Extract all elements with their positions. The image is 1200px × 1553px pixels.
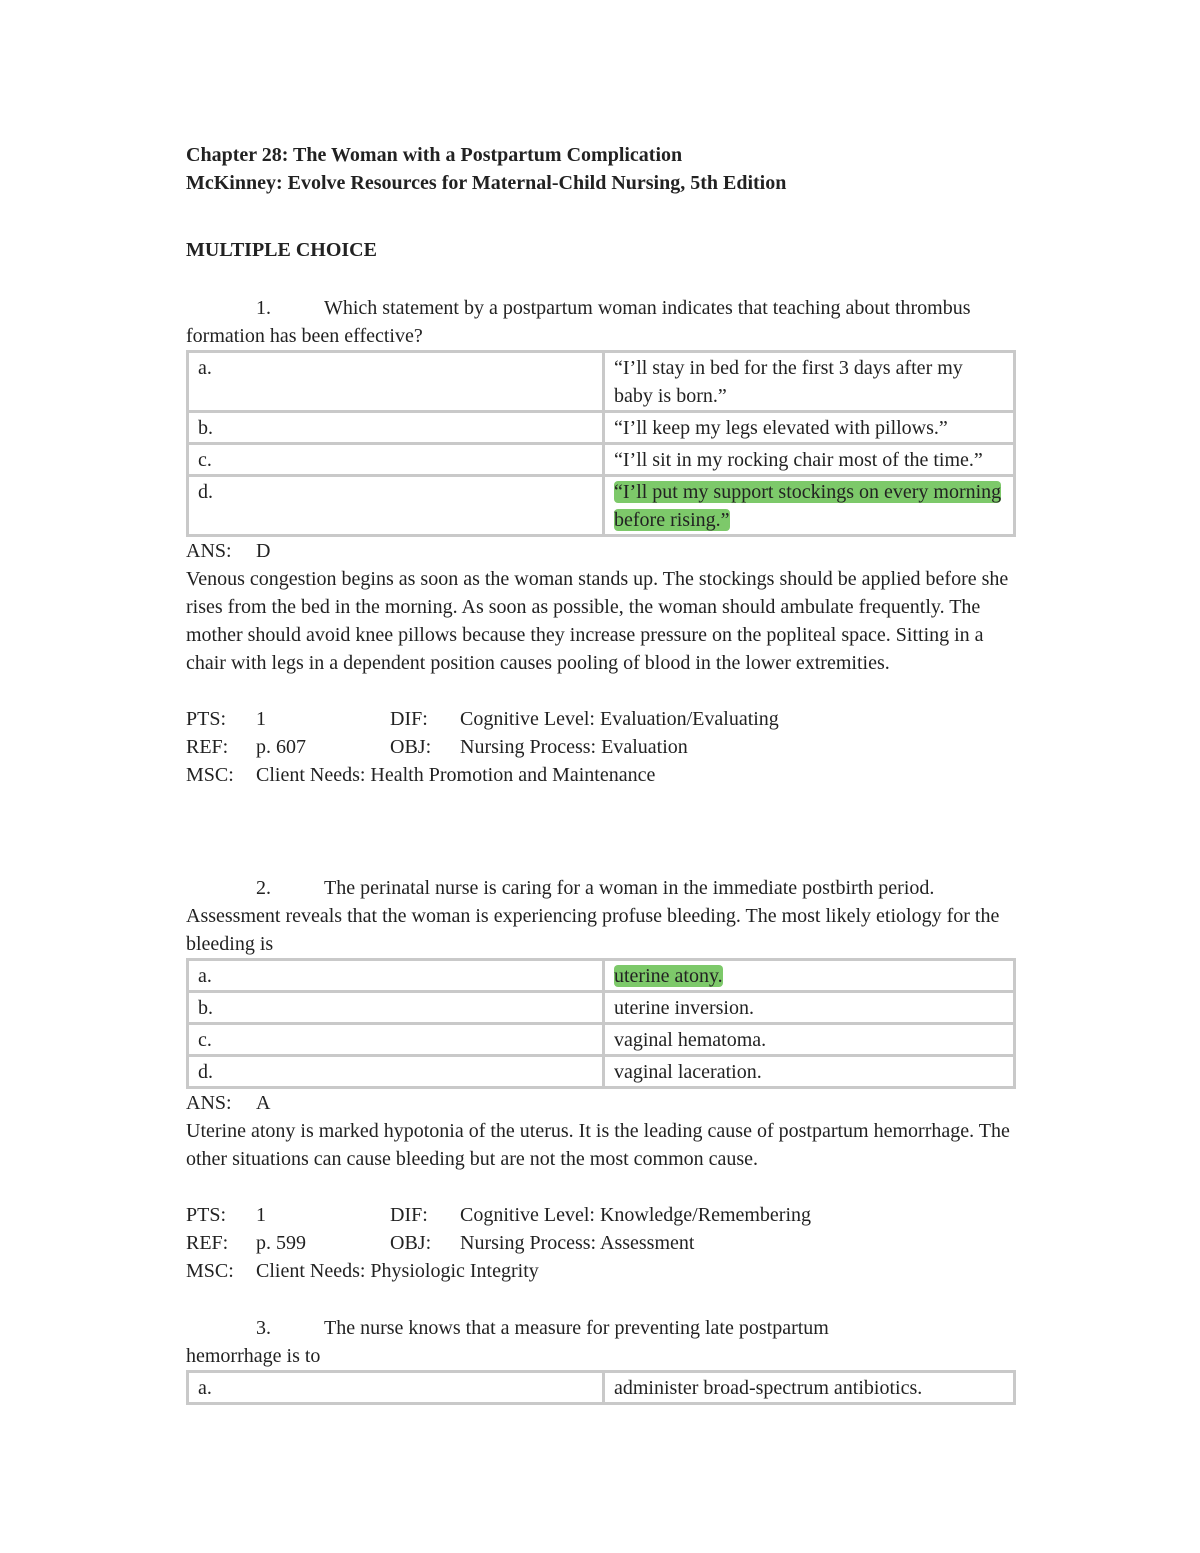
question-stem: 3. The nurse knows that a measure for preventing late postpartum hemorrhage is to xyxy=(186,1314,1016,1370)
highlighted-answer: uterine atony. xyxy=(614,965,723,987)
rationale: Venous congestion begins as soon as the woman stands up. The stockings should be applied before she rises from the bed in the morning. As soon as possible, the woman should ambulate frequently. The mother should avoid knee pillows because they increase pressure on the popliteal space. Sitting in a chair with legs in a dependent position causes pooling of blood in the lower extremities. xyxy=(186,568,1009,674)
option-text: vaginal hematoma. xyxy=(604,1024,1015,1056)
question-stem: 1. Which statement by a postpartum woman indicates that teaching about thrombus formation has been effective? xyxy=(186,294,1016,350)
question-1: 1. Which statement by a postpartum woman indicates that teaching about thrombus formation has been effective? a. “I’ll stay in bed for the first 3 days after my baby is born.” b. “I’ll keep my legs elevated with pillows.” c. “I’ll sit in my rocking chair most of the time.” d. “I’ll put my support stockings on every morning before rising.” ANS: D Venous congestion begins as soon as the woman stands up. The stockings should be applied before she rises from the bed in the morning. As soon as possible, the woman should ambulate frequently. The mother should avoid knee pillows because they increase pressure on the popliteal space. Sitting in a chair with legs in a dependent position causes pooling of blood in the lower extremities. PTS: 1 DIF: Cognitive Level: Evaluation/Evaluating REF: p. 607 OBJ: Nursing Process: Evaluation MSC: Client Needs: Health Promotion and Maintenance xyxy=(186,294,1016,789)
table-row: d. vaginal laceration. xyxy=(188,1056,1015,1088)
question-2: 2. The perinatal nurse is caring for a woman in the immediate postbirth period. Assessment reveals that the woman is experiencing profuse bleeding. The most likely etiology for the bleeding is a. uterine atony. b. uterine inversion. c. vaginal hematoma. d. vaginal laceration. ANS: A Uterine atony is marked hypotonia of the uterus. It is the leading cause of postpartum hemorrhage. The other situations can cause bleeding but are not the most common cause. PTS: 1 DIF: Cognitive Level: Knowledge/Remembering REF: p. 599 OBJ: Nursing Process: Assessment MSC: Client Needs: Physiologic Integrity xyxy=(186,874,1016,1285)
option-text: uterine inversion. xyxy=(604,992,1015,1024)
table-row: b. “I’ll keep my legs elevated with pillows.” xyxy=(188,412,1015,444)
chapter-title: Chapter 28: The Woman with a Postpartum Complication xyxy=(186,144,683,166)
question-metadata: PTS: 1 DIF: Cognitive Level: Evaluation/Evaluating REF: p. 607 OBJ: Nursing Process: Evaluation xyxy=(186,708,779,758)
options-table xyxy=(186,958,1016,1089)
options-table xyxy=(186,1370,1016,1405)
answer-value: A xyxy=(256,1092,271,1114)
rationale: Uterine atony is marked hypotonia of the uterus. It is the leading cause of postpartum hemorrhage. The other situations can cause bleeding but are not the most common cause. xyxy=(186,1120,1010,1170)
section-heading: MULTIPLE CHOICE xyxy=(186,239,377,261)
option-text: vaginal laceration. xyxy=(604,1056,1015,1088)
question-metadata: PTS: 1 DIF: Cognitive Level: Knowledge/Remembering REF: p. 599 OBJ: Nursing Process: Assessment xyxy=(186,1204,812,1254)
question-stem: 2. The perinatal nurse is caring for a woman in the immediate postbirth period. Assessment reveals that the woman is experiencing profuse bleeding. The most likely etiology for the bleeding is xyxy=(186,874,1016,958)
answer-line: ANS: A xyxy=(186,1092,271,1114)
option-text: “I’ll keep my legs elevated with pillows.” xyxy=(604,412,1015,444)
option-text: administer broad-spectrum antibiotics. xyxy=(604,1372,1015,1404)
question-3 xyxy=(186,1314,1016,1405)
book-title: McKinney: Evolve Resources for Maternal-Child Nursing, 5th Edition xyxy=(186,172,787,194)
table-row: a. “I’ll stay in bed for the first 3 days after my baby is born.” xyxy=(188,352,1015,412)
option-text: “I’ll stay in bed for the first 3 days after my baby is born.” xyxy=(604,352,1015,412)
highlighted-answer: “I’ll put my support stockings on every morning before rising.” xyxy=(614,481,1002,531)
option-text: “I’ll sit in my rocking chair most of the time.” xyxy=(604,444,1015,476)
table-row: a. uterine atony. xyxy=(188,960,1015,992)
table-row: c. vaginal hematoma. xyxy=(188,1024,1015,1056)
table-row: c. “I’ll sit in my rocking chair most of the time.” xyxy=(188,444,1015,476)
table-row: b. uterine inversion. xyxy=(188,992,1015,1024)
table-row: a. administer broad-spectrum antibiotics. xyxy=(188,1372,1015,1404)
question-number: 1. xyxy=(256,297,271,319)
question-number: 2. xyxy=(256,877,271,899)
question-number: 3. xyxy=(256,1317,271,1339)
answer-value: D xyxy=(256,540,271,562)
answer-line: ANS: D xyxy=(186,540,271,562)
table-row: d. “I’ll put my support stockings on every morning before rising.” xyxy=(188,476,1015,536)
options-table xyxy=(186,350,1016,537)
document-header xyxy=(186,141,1016,197)
